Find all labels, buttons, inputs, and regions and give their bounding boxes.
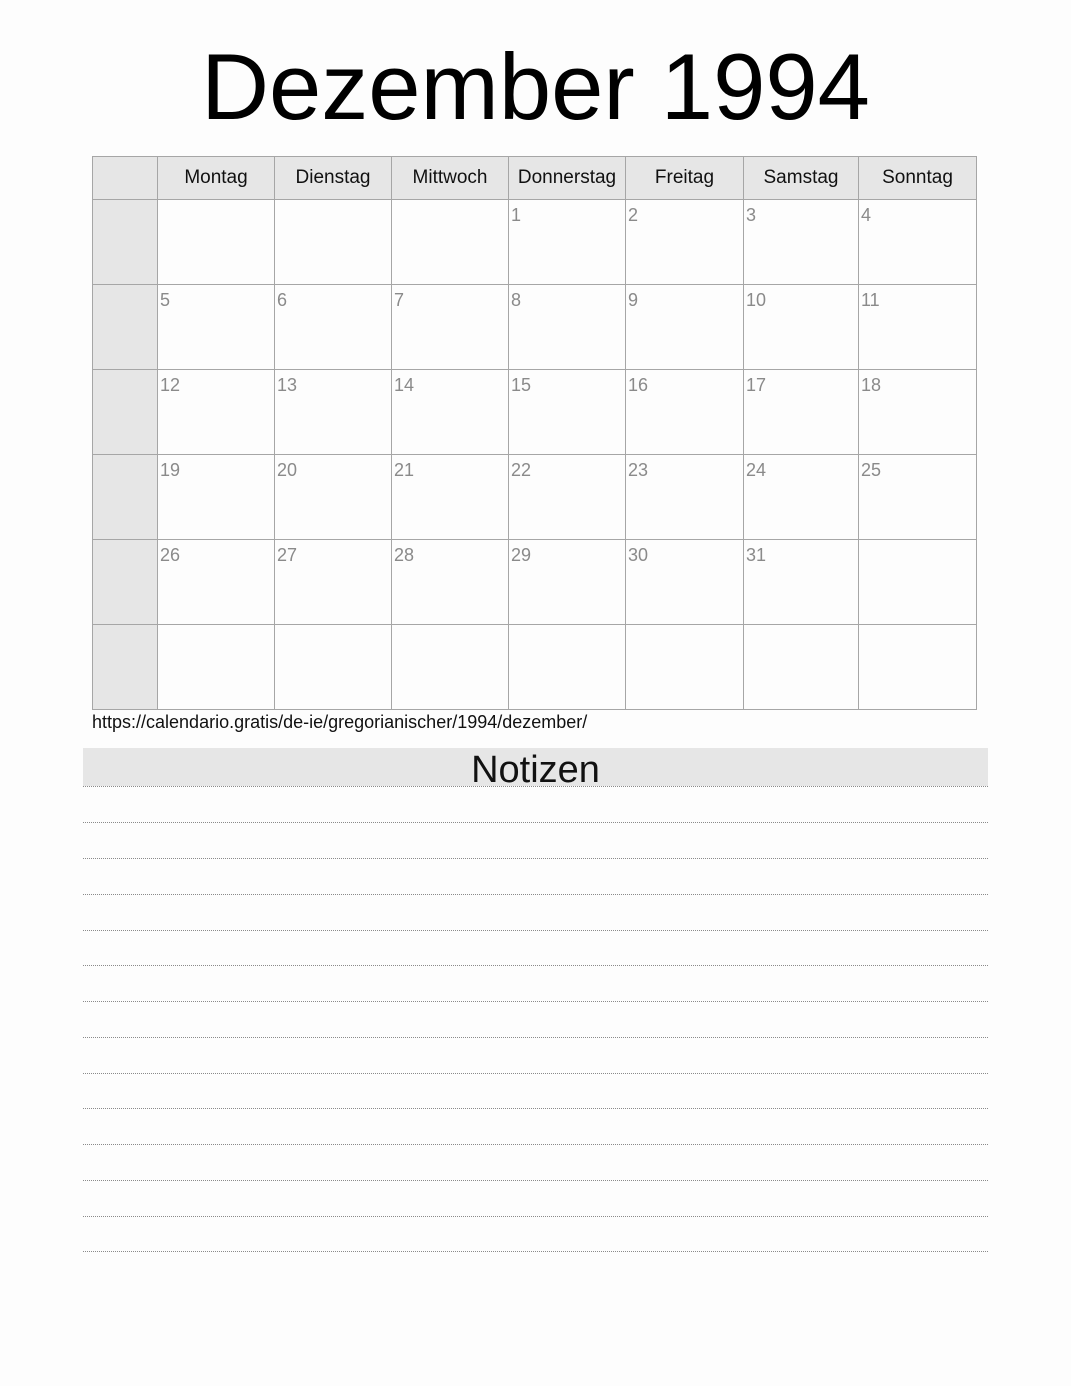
day-cell[interactable] — [859, 455, 977, 540]
notes-line[interactable] — [83, 930, 988, 931]
day-number: 15 — [511, 375, 532, 395]
notes-line[interactable] — [83, 1037, 988, 1038]
day-cell[interactable] — [392, 455, 509, 540]
notes-line[interactable] — [83, 786, 988, 787]
day-cell[interactable] — [859, 540, 977, 625]
day-number: 3 — [746, 205, 757, 225]
day-cell[interactable] — [859, 370, 977, 455]
day-cell[interactable] — [158, 455, 275, 540]
week-number-cell — [93, 370, 158, 455]
notes-heading: Notizen — [83, 748, 988, 786]
day-number: 20 — [277, 460, 298, 480]
week-number-cell — [93, 200, 158, 285]
day-cell[interactable] — [626, 455, 744, 540]
day-number — [392, 200, 508, 205]
weekday-header: Dienstag — [275, 157, 392, 200]
day-number: 19 — [160, 460, 181, 480]
day-number: 23 — [628, 460, 649, 480]
weekday-header-row — [93, 157, 977, 200]
day-number: 8 — [511, 290, 522, 310]
day-cell[interactable] — [509, 540, 626, 625]
day-number — [392, 625, 508, 630]
day-number: 10 — [746, 290, 767, 310]
day-number: 17 — [746, 375, 767, 395]
week-number-cell — [93, 540, 158, 625]
day-number — [275, 200, 391, 205]
day-cell[interactable] — [275, 285, 392, 370]
day-cell[interactable] — [158, 625, 275, 710]
weekday-header: Donnerstag — [509, 157, 626, 200]
page-title: Dezember 1994 — [201, 34, 870, 139]
day-cell[interactable] — [275, 625, 392, 710]
week-row — [93, 455, 977, 540]
day-number: 12 — [160, 375, 181, 395]
day-cell[interactable] — [392, 200, 509, 285]
week-number-cell — [93, 625, 158, 710]
weekday-header: Montag — [158, 157, 275, 200]
day-number — [626, 625, 743, 630]
day-number — [158, 625, 274, 630]
day-cell[interactable] — [744, 540, 859, 625]
day-cell[interactable] — [392, 625, 509, 710]
notes-line[interactable] — [83, 1216, 988, 1217]
day-number: 26 — [160, 545, 181, 565]
week-number-header — [93, 157, 158, 200]
day-cell[interactable] — [744, 625, 859, 710]
week-number-cell — [93, 455, 158, 540]
day-cell[interactable] — [275, 455, 392, 540]
day-cell[interactable] — [275, 370, 392, 455]
day-number: 27 — [277, 545, 298, 565]
day-number — [275, 625, 391, 630]
day-cell[interactable] — [626, 285, 744, 370]
day-cell[interactable] — [158, 370, 275, 455]
day-cell[interactable] — [158, 200, 275, 285]
day-cell[interactable] — [744, 285, 859, 370]
day-number: 2 — [628, 205, 639, 225]
notes-line[interactable] — [83, 894, 988, 895]
day-number: 6 — [277, 290, 288, 310]
day-number: 21 — [394, 460, 415, 480]
notes-line[interactable] — [83, 1108, 988, 1109]
day-cell[interactable] — [859, 285, 977, 370]
day-cell[interactable] — [392, 285, 509, 370]
day-cell[interactable] — [626, 370, 744, 455]
day-number: 18 — [861, 375, 882, 395]
day-number: 16 — [628, 375, 649, 395]
day-cell[interactable] — [626, 200, 744, 285]
day-number — [744, 625, 858, 630]
day-cell[interactable] — [744, 370, 859, 455]
day-cell[interactable] — [744, 200, 859, 285]
day-cell[interactable] — [275, 540, 392, 625]
day-cell[interactable] — [275, 200, 392, 285]
day-cell[interactable] — [392, 370, 509, 455]
day-cell[interactable] — [509, 370, 626, 455]
notes-line[interactable] — [83, 1144, 988, 1145]
day-number: 24 — [746, 460, 767, 480]
week-row — [93, 540, 977, 625]
day-number: 13 — [277, 375, 298, 395]
notes-line[interactable] — [83, 858, 988, 859]
day-cell[interactable] — [859, 200, 977, 285]
day-number: 11 — [861, 290, 880, 310]
day-number — [859, 540, 976, 545]
day-number: 14 — [394, 375, 415, 395]
notes-line[interactable] — [83, 822, 988, 823]
notes-line[interactable] — [83, 1001, 988, 1002]
day-cell[interactable] — [158, 540, 275, 625]
day-cell[interactable] — [509, 285, 626, 370]
weekday-header: Mittwoch — [392, 157, 509, 200]
day-number: 7 — [394, 290, 405, 310]
week-number-cell — [93, 285, 158, 370]
day-number: 28 — [394, 545, 415, 565]
weekday-header: Samstag — [744, 157, 859, 200]
day-number: 31 — [746, 545, 767, 565]
day-number: 25 — [861, 460, 882, 480]
day-cell[interactable] — [509, 455, 626, 540]
day-number — [859, 625, 976, 630]
weekday-header: Freitag — [626, 157, 744, 200]
notes-line[interactable] — [83, 1073, 988, 1074]
day-cell[interactable] — [509, 200, 626, 285]
day-cell[interactable] — [392, 540, 509, 625]
notes-line[interactable] — [83, 1180, 988, 1181]
day-number: 5 — [160, 290, 171, 310]
week-row — [93, 625, 977, 710]
day-number: 29 — [511, 545, 532, 565]
day-cell[interactable] — [626, 540, 744, 625]
weekday-header: Sonntag — [859, 157, 977, 200]
day-cell[interactable] — [859, 625, 977, 710]
calendar-grid — [92, 156, 977, 710]
day-cell[interactable] — [509, 625, 626, 710]
week-row — [93, 200, 977, 285]
day-cell[interactable] — [744, 455, 859, 540]
day-number: 22 — [511, 460, 532, 480]
source-url: https://calendario.gratis/de-ie/gregorianischer/1994/dezember/ — [92, 712, 588, 732]
notes-line[interactable] — [83, 1251, 988, 1252]
week-row — [93, 370, 977, 455]
day-number — [509, 625, 625, 630]
week-row — [93, 285, 977, 370]
day-cell[interactable] — [158, 285, 275, 370]
day-number — [158, 200, 274, 205]
day-number: 30 — [628, 545, 649, 565]
day-cell[interactable] — [626, 625, 744, 710]
day-number: 1 — [511, 205, 522, 225]
notes-line[interactable] — [83, 965, 988, 966]
day-number: 9 — [628, 290, 639, 310]
day-number: 4 — [861, 205, 872, 225]
